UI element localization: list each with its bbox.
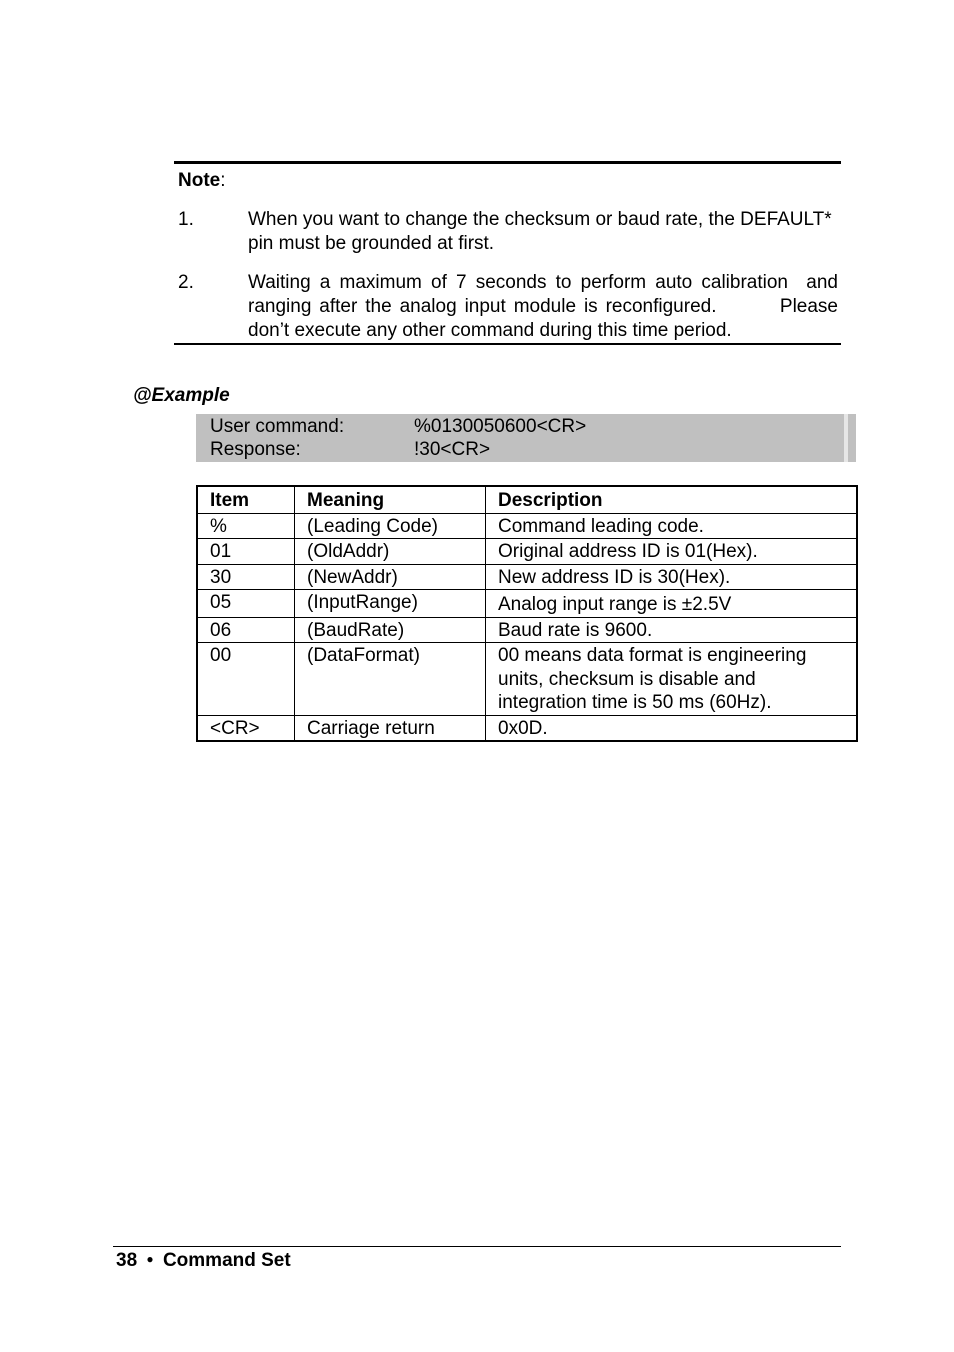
table-row	[197, 564, 857, 590]
cell-description: Command leading code.	[486, 513, 858, 539]
cell-item: <CR>	[197, 715, 295, 741]
cell-item: 05	[197, 590, 295, 618]
note-item-number: 2.	[178, 272, 194, 293]
note-title: Note:	[178, 170, 226, 191]
cell-description: Analog input range is ±2.5V	[486, 590, 858, 618]
note-item-text: When you want to change the checksum or baud rate, the DEFAULT* pin must be grounded at first.	[248, 209, 832, 254]
note-item-text: Waiting a maximum of 7 seconds to perform auto calibration and ranging after the analog input module is reconfigured. Please don’t execute any other command during this time period.	[248, 272, 844, 341]
cell-meaning: (InputRange)	[295, 590, 486, 618]
cell-item: %	[197, 513, 295, 539]
command-box-divider	[844, 414, 848, 462]
bullet-icon: ●	[146, 1251, 154, 1266]
cell-description: Original address ID is 01(Hex).	[486, 539, 858, 565]
table-row	[197, 513, 857, 539]
command-table	[196, 485, 858, 742]
table-row	[197, 590, 857, 618]
cell-item: 30	[197, 564, 295, 590]
cell-meaning: (DataFormat)	[295, 643, 486, 716]
table-header-row	[197, 486, 857, 513]
table-row	[197, 539, 857, 565]
cell-meaning: (BaudRate)	[295, 617, 486, 643]
column-header-description: Description	[486, 486, 858, 513]
cell-item: 01	[197, 539, 295, 565]
cell-item: 06	[197, 617, 295, 643]
user-command-value: %0130050600<CR>	[414, 416, 587, 437]
page-number: 38	[116, 1250, 138, 1271]
example-heading: @Example	[133, 385, 230, 406]
note-item-number: 1.	[178, 209, 194, 230]
cell-description: 0x0D.	[486, 715, 858, 741]
page-footer	[116, 1250, 291, 1272]
cell-meaning: (NewAddr)	[295, 564, 486, 590]
cell-meaning: (OldAddr)	[295, 539, 486, 565]
table-row	[197, 715, 857, 741]
table-row	[197, 617, 857, 643]
response-value: !30<CR>	[414, 439, 491, 460]
response-label: Response:	[210, 439, 301, 460]
user-command-label: User command:	[210, 416, 345, 437]
cell-description: 00 means data format is engineering units, checksum is disable and integration time is 50 ms (60Hz).	[486, 643, 858, 716]
column-header-item: Item	[197, 486, 295, 513]
footer-rule	[113, 1246, 841, 1247]
cell-description: New address ID is 30(Hex).	[486, 564, 858, 590]
cell-description: Baud rate is 9600.	[486, 617, 858, 643]
cell-meaning: Carriage return	[295, 715, 486, 741]
column-header-meaning: Meaning	[295, 486, 486, 513]
section-title: Command Set	[162, 1250, 291, 1271]
table-row	[197, 643, 857, 716]
example-command-box	[196, 414, 856, 462]
cell-meaning: (Leading Code)	[295, 513, 486, 539]
note-box	[174, 161, 844, 345]
cell-item: 00	[197, 643, 295, 716]
